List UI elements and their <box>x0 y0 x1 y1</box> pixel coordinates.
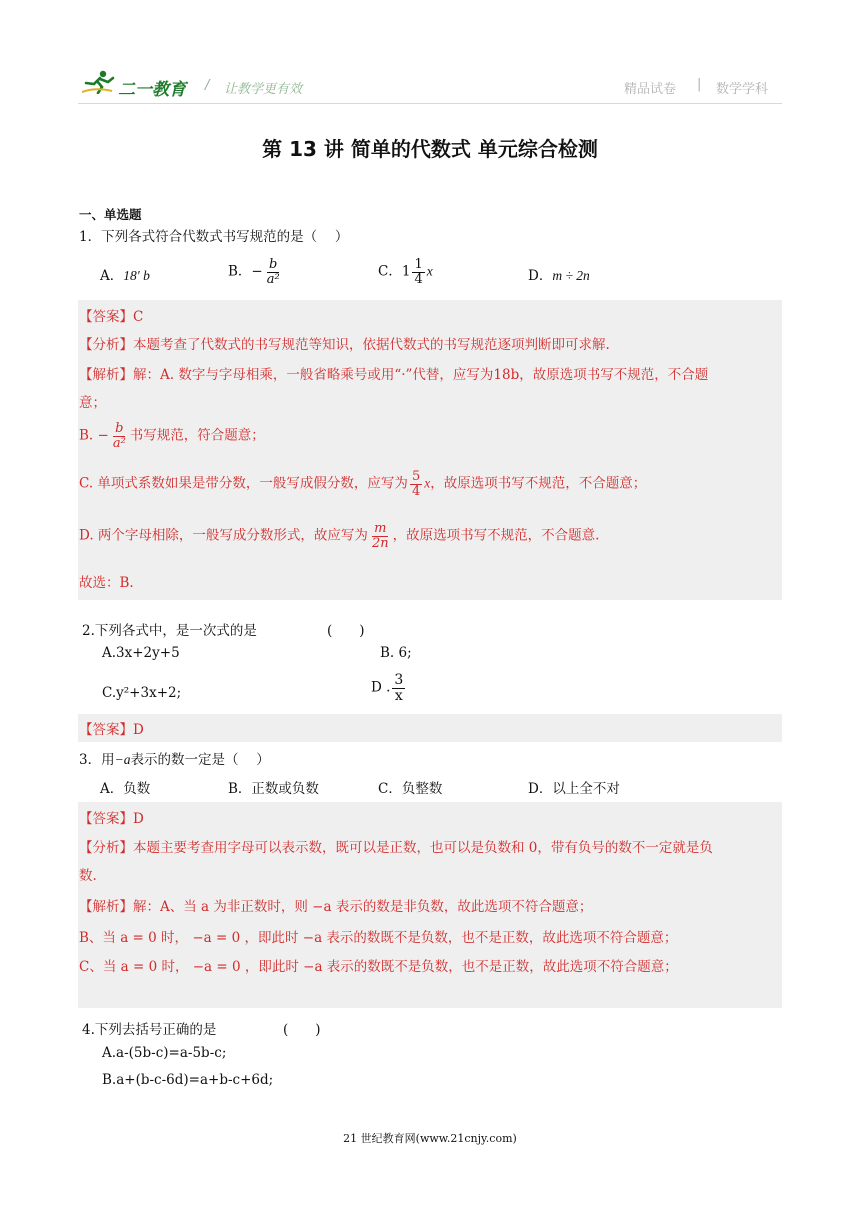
q2-option-c: C.y²+3x+2; <box>102 685 182 701</box>
q4-option-b: B.a+(b-c-6d)=a+b-c+6d; <box>102 1072 274 1088</box>
q2-answer-box <box>78 714 782 742</box>
q1-solution-c: C. 单项式系数如果是带分数，一般写成假分数，应写为 $\frac{5}{4}$ x，故原选项书写不规范，不合题意； <box>79 469 647 499</box>
q1-option-c: C．1 $\frac{1}{4}$ x <box>378 257 433 287</box>
q1-answer: 【答案】C <box>79 309 144 325</box>
header-label-subject: 数学学科 <box>716 82 769 97</box>
runner-logo-icon <box>82 70 116 94</box>
q2-option-d: D . $\frac{3}{x}$ <box>371 672 404 704</box>
q1-stem: 1．下列各式符合代数式书写规范的是（ ） <box>79 229 349 245</box>
q1-option-a: A．18′ b <box>100 268 150 284</box>
q1-option-b: B．− $\frac{b}{\text{a²}}$ <box>228 257 280 287</box>
q3-analysis-line1: 【分析】本题主要考查用字母可以表示数，既可以是正数，也可以是负数和 0，带有负号的数不一定就是负 <box>79 840 713 856</box>
q1-solution-line2: 意； <box>79 395 106 411</box>
q3-option-b: B．正数或负数 <box>228 781 319 797</box>
header-label-premium: 精品试卷 <box>624 82 677 97</box>
q1-analysis: 【分析】本题考查了代数式的书写规范等知识，依据代数式的书写规范逐项判断即可求解. <box>79 337 610 353</box>
q2-stem: 2.下列各式中，是一次式的是 <box>82 623 257 639</box>
header-rule <box>78 103 782 104</box>
q3-solution-line3: C、当 a = 0 时， −a = 0 ，即此时 −a 表示的数既不是负数，也不是正数，故此选项不符合题意； <box>79 959 678 975</box>
logo-text: 二一教育 <box>118 80 186 100</box>
q1-solution-d: D. 两个字母相除，一般写成分数形式，故应写为 $\frac{m}{2n}$ ，故原选项书写不规范，不合题意. <box>79 521 600 551</box>
page-header <box>0 0 860 110</box>
q1-choose: 故选：B. <box>79 575 134 591</box>
q3-solution-line1: 【解析】解：A、当 a 为非正数时，则 −a 表示的数是非负数，故此选项不符合题意； <box>79 899 593 915</box>
q2-option-a: A.3x+2y+5 <box>102 645 180 661</box>
header-separator: / <box>205 78 210 93</box>
q3-option-d: D．以上全不对 <box>528 781 620 797</box>
q3-analysis-line2: 数. <box>79 868 97 884</box>
q1-solution-b: B. − $\frac{b}{\text{a²}}$ 书写规范，符合题意； <box>79 421 265 451</box>
q2-answer: 【答案】D <box>79 722 144 738</box>
q3-answer: 【答案】D <box>79 811 144 827</box>
q2-paren: ( ) <box>327 623 365 639</box>
header-slogan: 让教学更有效 <box>224 82 303 97</box>
q3-solution-line2: B、当 a = 0 时， −a = 0 ，即此时 −a 表示的数既不是负数，也不是正数，故此选项不符合题意； <box>79 930 678 946</box>
header-divider: | <box>697 77 702 92</box>
q4-paren: ( ) <box>283 1022 321 1038</box>
q1-solution-line1: 【解析】解：A. 数字与字母相乘，一般省略乘号或用“·”代替，应写为18b，故原选项书写不规范，不合题 <box>79 367 709 383</box>
q1-options <box>100 258 720 298</box>
q2-option-b: B. 6; <box>380 645 412 661</box>
page-footer: 21 世纪教育网(www.21cnjy.com) <box>343 1132 517 1145</box>
q3-option-c: C．负整数 <box>378 781 443 797</box>
section-heading: 一、单选题 <box>79 207 142 222</box>
q4-option-a: A.a-(5b-c)=a-5b-c; <box>102 1045 227 1061</box>
q4-stem: 4.下列去括号正确的是 <box>82 1022 217 1038</box>
q3-option-a: A．负数 <box>100 781 151 797</box>
q3-stem: 3．用−a表示的数一定是（ ） <box>79 752 270 768</box>
q1-option-d: D．m ÷ 2n <box>528 268 590 284</box>
page-title: 第 13 讲 简单的代数式 单元综合检测 <box>262 137 598 161</box>
